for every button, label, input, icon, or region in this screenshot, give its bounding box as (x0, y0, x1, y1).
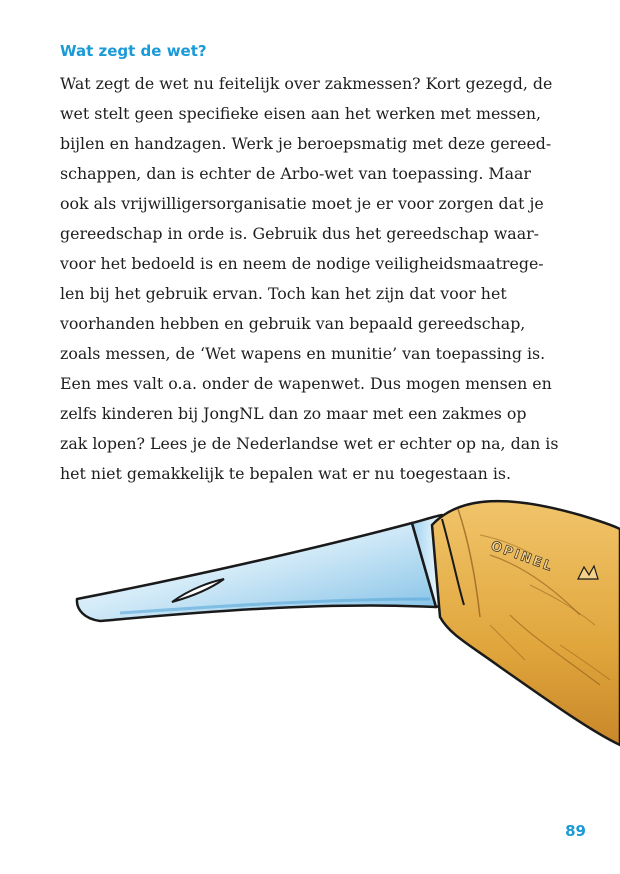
paragraph-line: bijlen en handzagen. Werk je beroepsmatig met deze gereed- (60, 134, 552, 153)
paragraph-line: Wat zegt de wet nu feitelijk over zakmessen? Kort gezegd, de (60, 74, 553, 93)
blade-shape (77, 523, 436, 621)
section-heading: Wat zegt de wet? (60, 42, 207, 60)
paragraph-line: schappen, dan is echter de Arbo-wet van toepassing. Maar (60, 164, 531, 183)
paragraph-line: zoals messen, de ‘Wet wapens en munitie’ van toepassing is. (60, 344, 546, 363)
opinel-logo: OPINEL (488, 538, 556, 576)
paragraph-line: zak lopen? Lees je de Nederlandse wet er echter op na, dan is (60, 434, 559, 453)
body-paragraph (60, 69, 570, 489)
paragraph-line: ook als vrijwilligersorganisatie moet je er voor zorgen dat je (60, 194, 544, 213)
paragraph-line: Een mes valt o.a. onder de wapenwet. Dus mogen mensen en (60, 374, 552, 393)
paragraph-line: zelfs kinderen bij JongNL dan zo maar met een zakmes op (60, 404, 527, 423)
paragraph-line: voor het bedoeld is en neem de nodige veiligheidsmaatrege- (60, 254, 544, 273)
paragraph-line: het niet gemakkelijk te bepalen wat er nu toegestaan is. (60, 464, 512, 483)
paragraph-line: wet stelt geen specifieke eisen aan het werken met messen, (60, 104, 542, 123)
paragraph-line: len bij het gebruik ervan. Toch kan het zijn dat voor het (60, 284, 507, 303)
paragraph-line: gereedschap in orde is. Gebruik dus het gereedschap waar- (60, 224, 539, 243)
paragraph-line: voorhanden hebben en gebruik van bepaald gereedschap, (60, 314, 526, 333)
pocket-knife-illustration (60, 495, 620, 755)
page-number: 89 (565, 822, 586, 840)
